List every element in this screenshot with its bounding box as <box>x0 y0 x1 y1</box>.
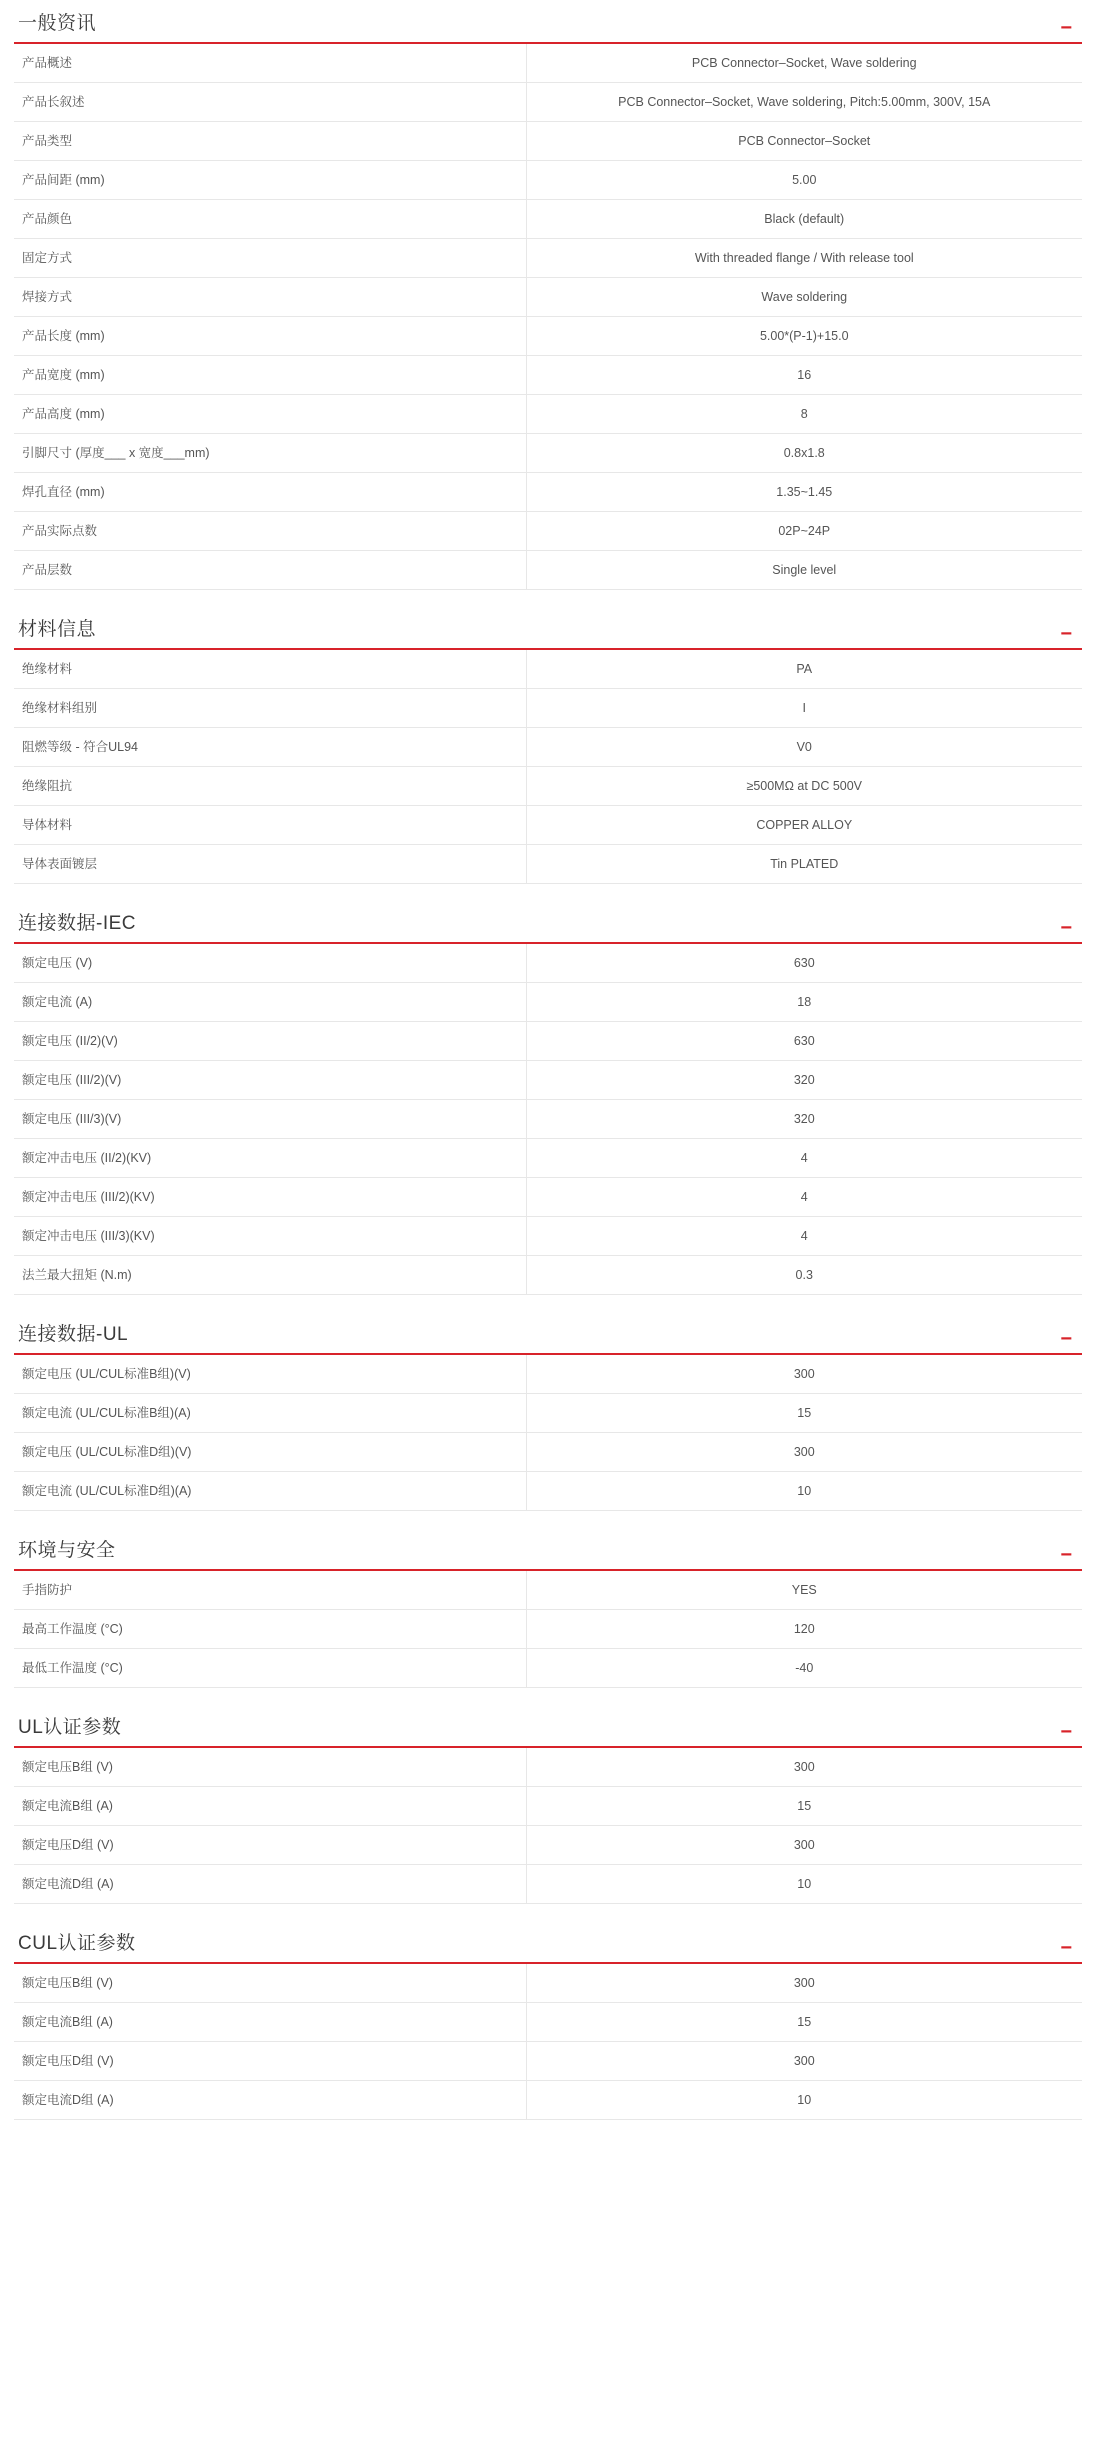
spec-value: With threaded flange / With release tool <box>694 251 914 265</box>
spec-label: 产品概述 <box>14 44 526 83</box>
spec-value: 300 <box>793 2054 815 2068</box>
spec-table <box>14 1748 1082 1904</box>
spec-label: 产品实际点数 <box>14 512 526 551</box>
spec-label: 额定电压 (V) <box>14 944 526 983</box>
spec-label: 额定冲击电压 (III/3)(KV) <box>14 1217 526 1256</box>
spec-value: 10 <box>797 1877 812 1891</box>
spec-label: 固定方式 <box>14 239 526 278</box>
spec-value: Wave soldering <box>761 290 848 304</box>
spec-label: 额定电流 (A) <box>14 983 526 1022</box>
table-row <box>14 317 1082 356</box>
spec-label: 额定电压 (III/3)(V) <box>14 1100 526 1139</box>
table-row <box>14 845 1082 884</box>
spec-value: 4 <box>800 1229 808 1243</box>
spec-label: 绝缘材料 <box>14 650 526 689</box>
spec-label: 引脚尺寸 (厚度___ x 宽度___mm) <box>14 434 526 473</box>
spec-label: 导体材料 <box>14 806 526 845</box>
spec-label: 产品长度 (mm) <box>14 317 526 356</box>
table-row <box>14 473 1082 512</box>
table-row <box>14 1022 1082 1061</box>
section-header <box>14 618 1082 650</box>
spec-table <box>14 944 1082 1295</box>
spec-label: 手指防护 <box>14 1571 526 1610</box>
spec-table <box>14 44 1082 590</box>
table-row <box>14 689 1082 728</box>
spec-table <box>14 1355 1082 1511</box>
spec-value: 320 <box>793 1073 815 1087</box>
spec-table <box>14 1571 1082 1688</box>
table-row <box>14 1139 1082 1178</box>
spec-label: 额定电压 (UL/CUL标准B组)(V) <box>14 1355 526 1394</box>
table-row <box>14 806 1082 845</box>
section-header <box>14 1716 1082 1748</box>
spec-label: 额定电压D组 (V) <box>14 2042 526 2081</box>
spec-value: 0.3 <box>795 1268 813 1282</box>
spec-value: 4 <box>800 1151 808 1165</box>
spec-value: V0 <box>796 740 812 754</box>
collapse-minus-icon[interactable]: − <box>1060 1721 1072 1743</box>
section-title: 连接数据-UL <box>18 1324 129 1345</box>
section-header <box>14 1539 1082 1571</box>
spec-label: 最高工作温度 (°C) <box>14 1610 526 1649</box>
table-row <box>14 434 1082 473</box>
table-row <box>14 83 1082 122</box>
spec-label: 法兰最大扭矩 (N.m) <box>14 1256 526 1295</box>
table-row <box>14 239 1082 278</box>
collapse-minus-icon[interactable]: − <box>1060 1937 1072 1959</box>
table-row <box>14 1649 1082 1688</box>
section-header <box>14 1932 1082 1964</box>
table-row <box>14 983 1082 1022</box>
collapse-minus-icon[interactable]: − <box>1060 623 1072 645</box>
spec-value: Single level <box>772 563 837 577</box>
spec-table <box>14 1964 1082 2120</box>
table-row <box>14 1787 1082 1826</box>
spec-value: 120 <box>793 1622 815 1636</box>
table-row <box>14 1061 1082 1100</box>
table-row <box>14 512 1082 551</box>
spec-value: 4 <box>800 1190 808 1204</box>
table-row <box>14 1256 1082 1295</box>
table-row <box>14 356 1082 395</box>
collapse-minus-icon[interactable]: − <box>1060 917 1072 939</box>
spec-value: 5.00*(P-1)+15.0 <box>759 329 849 343</box>
spec-value: 630 <box>793 956 815 970</box>
table-row <box>14 2081 1082 2120</box>
spec-value: PCB Connector–Socket, Wave soldering, Pitch:5.00mm, 300V, 15A <box>618 95 991 109</box>
table-row <box>14 1748 1082 1787</box>
spec-value: 8 <box>800 407 808 421</box>
spec-label: 产品高度 (mm) <box>14 395 526 434</box>
spec-section <box>0 12 1096 590</box>
spec-sheet <box>0 12 1096 2120</box>
spec-label: 产品长叙述 <box>14 83 526 122</box>
spec-label: 产品颜色 <box>14 200 526 239</box>
spec-section <box>0 1932 1096 2120</box>
spec-section <box>0 618 1096 884</box>
table-row <box>14 278 1082 317</box>
spec-value: I <box>802 701 806 715</box>
spec-label: 额定冲击电压 (III/2)(KV) <box>14 1178 526 1217</box>
spec-value: PCB Connector–Socket, Wave soldering <box>691 56 917 70</box>
table-row <box>14 1571 1082 1610</box>
table-row <box>14 200 1082 239</box>
spec-label: 额定电压B组 (V) <box>14 1748 526 1787</box>
spec-label: 额定电流D组 (A) <box>14 2081 526 2120</box>
spec-label: 阻燃等级 - 符合UL94 <box>14 728 526 767</box>
spec-label: 额定电流B组 (A) <box>14 1787 526 1826</box>
collapse-minus-icon[interactable]: − <box>1060 1544 1072 1566</box>
section-title: CUL认证参数 <box>18 1933 136 1954</box>
section-title: 环境与安全 <box>18 1540 116 1561</box>
spec-label: 焊孔直径 (mm) <box>14 473 526 512</box>
section-title: 连接数据-IEC <box>18 913 137 934</box>
spec-value: 630 <box>793 1034 815 1048</box>
table-row <box>14 1610 1082 1649</box>
spec-value: 1.35~1.45 <box>776 485 833 499</box>
table-row <box>14 1865 1082 1904</box>
table-row <box>14 767 1082 806</box>
table-row <box>14 2042 1082 2081</box>
spec-label: 焊接方式 <box>14 278 526 317</box>
section-header <box>14 12 1082 44</box>
table-row <box>14 1964 1082 2003</box>
spec-value: 16 <box>797 368 812 382</box>
spec-value: ≥500MΩ at DC 500V <box>746 779 863 793</box>
spec-label: 产品宽度 (mm) <box>14 356 526 395</box>
spec-section <box>0 912 1096 1295</box>
table-row <box>14 1394 1082 1433</box>
table-row <box>14 161 1082 200</box>
section-header <box>14 912 1082 944</box>
spec-label: 额定电压 (II/2)(V) <box>14 1022 526 1061</box>
spec-value: 5.00 <box>792 173 817 187</box>
spec-value: 0.8x1.8 <box>783 446 825 460</box>
section-title: UL认证参数 <box>18 1717 122 1738</box>
spec-label: 产品层数 <box>14 551 526 590</box>
collapse-minus-icon[interactable]: − <box>1060 1328 1072 1350</box>
spec-value: 10 <box>797 1484 812 1498</box>
table-row <box>14 122 1082 161</box>
spec-value: 300 <box>793 1367 815 1381</box>
spec-value: Black (default) <box>764 212 845 226</box>
spec-label: 额定电流 (UL/CUL标准B组)(A) <box>14 1394 526 1433</box>
spec-value: YES <box>791 1583 817 1597</box>
spec-section <box>0 1716 1096 1904</box>
spec-value: -40 <box>795 1661 814 1675</box>
spec-value: 300 <box>793 1445 815 1459</box>
table-row <box>14 944 1082 983</box>
spec-label: 额定电流 (UL/CUL标准D组)(A) <box>14 1472 526 1511</box>
table-row <box>14 650 1082 689</box>
table-row <box>14 395 1082 434</box>
spec-table <box>14 650 1082 884</box>
spec-value: PA <box>796 662 813 676</box>
spec-label: 额定冲击电压 (II/2)(KV) <box>14 1139 526 1178</box>
section-title: 一般资讯 <box>18 13 97 34</box>
spec-value: PCB Connector–Socket <box>738 134 871 148</box>
spec-label: 额定电压D组 (V) <box>14 1826 526 1865</box>
spec-label: 产品类型 <box>14 122 526 161</box>
table-row <box>14 1178 1082 1217</box>
spec-label: 额定电压B组 (V) <box>14 1964 526 2003</box>
spec-value: 02P~24P <box>778 524 831 538</box>
spec-value: Tin PLATED <box>770 857 839 871</box>
table-row <box>14 728 1082 767</box>
spec-value: COPPER ALLOY <box>756 818 853 832</box>
spec-value: 18 <box>797 995 812 1009</box>
collapse-minus-icon[interactable]: − <box>1060 17 1072 39</box>
spec-label: 额定电压 (UL/CUL标准D组)(V) <box>14 1433 526 1472</box>
spec-label: 导体表面镀层 <box>14 845 526 884</box>
table-row <box>14 44 1082 83</box>
spec-label: 最低工作温度 (°C) <box>14 1649 526 1688</box>
spec-value: 15 <box>797 2015 812 2029</box>
spec-value: 10 <box>797 2093 812 2107</box>
spec-value: 300 <box>793 1976 815 1990</box>
table-row <box>14 1217 1082 1256</box>
spec-value: 320 <box>793 1112 815 1126</box>
table-row <box>14 1472 1082 1511</box>
spec-value: 300 <box>793 1838 815 1852</box>
spec-label: 额定电流D组 (A) <box>14 1865 526 1904</box>
spec-label: 绝缘阻抗 <box>14 767 526 806</box>
table-row <box>14 1355 1082 1394</box>
spec-label: 产品间距 (mm) <box>14 161 526 200</box>
spec-value: 15 <box>797 1406 812 1420</box>
table-row <box>14 2003 1082 2042</box>
spec-value: 15 <box>797 1799 812 1813</box>
table-row <box>14 1826 1082 1865</box>
table-row <box>14 1100 1082 1139</box>
section-title: 材料信息 <box>18 619 97 640</box>
section-header <box>14 1323 1082 1355</box>
table-row <box>14 551 1082 590</box>
spec-section <box>0 1323 1096 1511</box>
spec-label: 额定电压 (III/2)(V) <box>14 1061 526 1100</box>
spec-label: 额定电流B组 (A) <box>14 2003 526 2042</box>
spec-section <box>0 1539 1096 1688</box>
spec-value: 300 <box>793 1760 815 1774</box>
table-row <box>14 1433 1082 1472</box>
spec-label: 绝缘材料组别 <box>14 689 526 728</box>
